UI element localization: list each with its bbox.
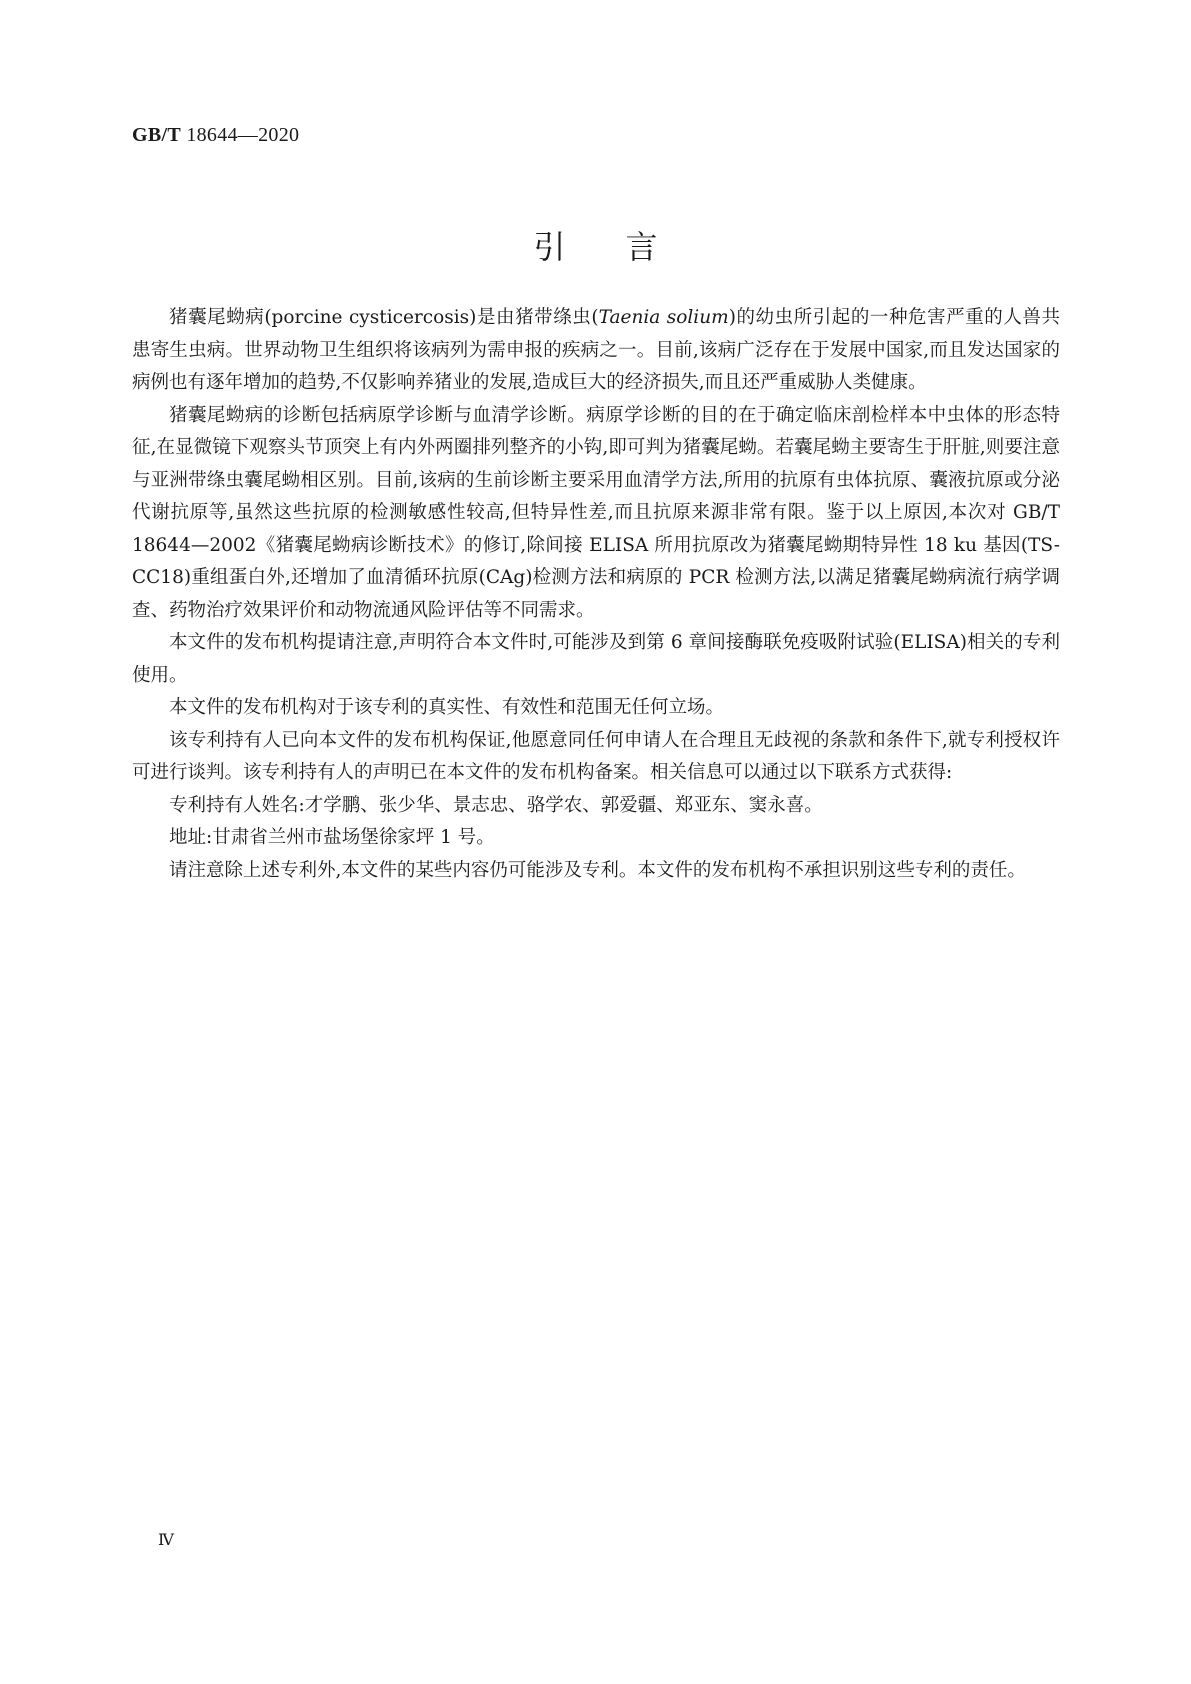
- paragraph-4: 本文件的发布机构对于该专利的真实性、有效性和范围无任何立场。: [169, 697, 725, 718]
- paragraph-8: 请注意除上述专利外,本文件的某些内容仍可能涉及专利。本文件的发布机构不承担识别这些专利的责任。: [169, 859, 1026, 881]
- introduction-body: [132, 302, 1060, 887]
- paragraph-3: 本文件的发布机构提请注意,声明符合本文件时,可能涉及到第 6 章间接酶联免疫吸附试验(ELISA)相关的专利使用。: [132, 632, 1060, 686]
- paragraph-5: 该专利持有人已向本文件的发布机构保证,他愿意同任何申请人在合理且无歧视的条款和条件下,就专利授权许可进行谈判。该专利持有人的声明已在本文件的发布机构备案。相关信息可以通过以下联系方式获得:: [132, 729, 1060, 783]
- paragraph-2: 猪囊尾蚴病的诊断包括病原学诊断与血清学诊断。病原学诊断的目的在于确定临床剖检样本中虫体的形态特征,在显微镜下观察头节顶突上有内外两圈排列整齐的小钩,即可判为猪囊尾蚴。若囊尾蚴主要寄生于肝脏,则要注意与亚洲带绦虫囊尾蚴相区别。目前,该病的生前诊断主要采用血清学方法,所用的抗原有虫体抗原、囊液抗原或分泌代谢抗原等,虽然这些抗原的检测敏感性较高,但特异性差,而且抗原来源非常有限。鉴于以上原因,本次对 GB/T 18644—2002《猪囊尾蚴病诊断技术》的修订,除间接 ELISA 所用抗原改为猪囊尾蚴期特异性 18 ku 基因(TS-CC18)重组蛋白外,还增加了血清循环抗原(CAg)检测方法和病原的 PCR 检测方法,以满足猪囊尾蚴病流行病学调查、药物治疗效果评价和动物流通风险评估等不同需求。: [132, 404, 1060, 621]
- paragraph-1-part-b: )的幼虫所引起的一种危害严重的人兽共患寄生虫病。世界动物卫生组织将该病列为需申报的疾病之一。目前,该病广泛存在于发展中国家,而且发达国家的病例也有逐年增加的趋势,不仅影响养猪业的发展,造成巨大的经济损失,而且还严重威胁人类健康。: [132, 307, 1061, 393]
- page-number: Ⅳ: [158, 1532, 174, 1549]
- standard-code: [132, 124, 299, 147]
- standard-code-number: 18644—2020: [186, 124, 300, 146]
- latin-species-name: Taenia solium: [598, 307, 729, 328]
- paragraph-1: [132, 302, 1060, 400]
- paragraph-1-part-a: 猪囊尾蚴病(porcine cysticercosis)是由猪带绦虫(: [169, 307, 599, 328]
- section-title: 引言: [533, 228, 718, 266]
- standard-code-prefix: GB/T: [132, 124, 181, 146]
- paragraph-7: 地址:甘肃省兰州市盐场堡徐家坪 1 号。: [169, 827, 495, 848]
- paragraph-6: 专利持有人姓名:才学鹏、张少华、景志忠、骆学农、郭爱疆、郑亚东、窦永喜。: [169, 794, 823, 816]
